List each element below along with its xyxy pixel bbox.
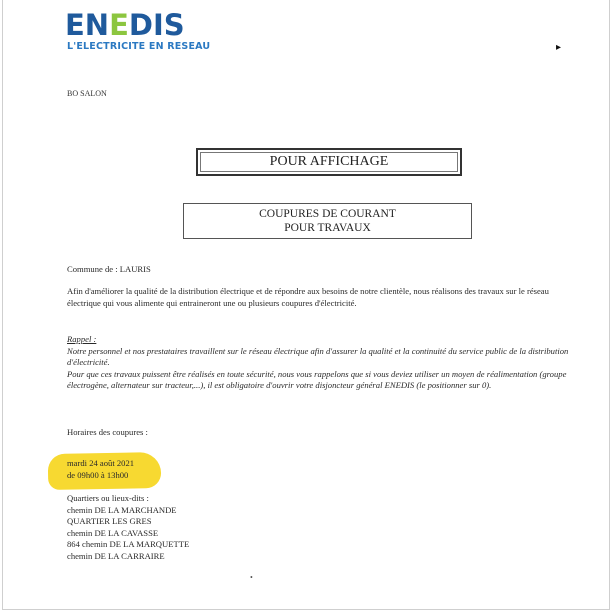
subject-box: [183, 203, 472, 239]
scan-speck: ▸: [556, 42, 562, 53]
places-label: Quartiers ou lieux-dits :: [67, 493, 149, 503]
subject-line-1: COUPURES DE COURANT: [259, 208, 396, 220]
place-item: QUARTIER LES GRES: [67, 516, 152, 526]
enedis-logo: [65, 8, 211, 55]
sender-code: BO SALON: [67, 89, 107, 98]
rappel-text-1: Notre personnel et nos prestataires travaillent sur le réseau électrique afin d'assurer la qualité et la continuité du service public de la distribution d'électricité.: [67, 345, 569, 367]
place-item: 864 chemin DE LA MARQUETTE: [67, 539, 190, 549]
place-item: chemin DE LA MARCHANDE: [67, 504, 177, 515]
place-item: chemin DE LA CARRAIRE: [67, 550, 165, 561]
rappel-section: [67, 334, 572, 392]
cut-date: mardi 24 août 2021: [67, 458, 135, 468]
places-list: [67, 493, 189, 562]
document-page: [2, 0, 610, 610]
cut-schedule: [67, 458, 134, 481]
cut-time: de 09h00 à 13h00: [67, 469, 129, 480]
commune-line: Commune de : LAURIS: [67, 264, 151, 274]
rappel-title: Rappel :: [67, 334, 97, 344]
subject-line-2: POUR TRAVAUX: [284, 222, 371, 234]
logo-wordmark: ENEDIS: [65, 8, 185, 42]
place-item: chemin DE LA CAVASSE: [67, 527, 159, 538]
intro-paragraph: Afin d'améliorer la qualité de la distribution électrique et de répondre aux besoins de notre clientèle, nous réalisons des travaux sur le réseau électrique qui vous alimente qui entraineront une ou plusieurs coupures d'électricité.: [67, 286, 549, 308]
horaires-label: Horaires des coupures :: [67, 427, 148, 437]
logo-tagline: L'ELECTRICITE EN RESEAU: [67, 41, 211, 52]
title-box: POUR AFFICHAGE: [196, 148, 462, 176]
rappel-text-2: Pour que ces travaux puissent être réalisés en toute sécurité, nous vous rappelons que si vous deviez utiliser un moyen de réalimentation (groupe électrogène, alternateur sur tracteur,...), il est obligatoire d'ouvrir votre disjoncteur général ENEDIS (le positionner sur 0).: [67, 368, 567, 390]
scan-dot: •: [250, 573, 253, 582]
